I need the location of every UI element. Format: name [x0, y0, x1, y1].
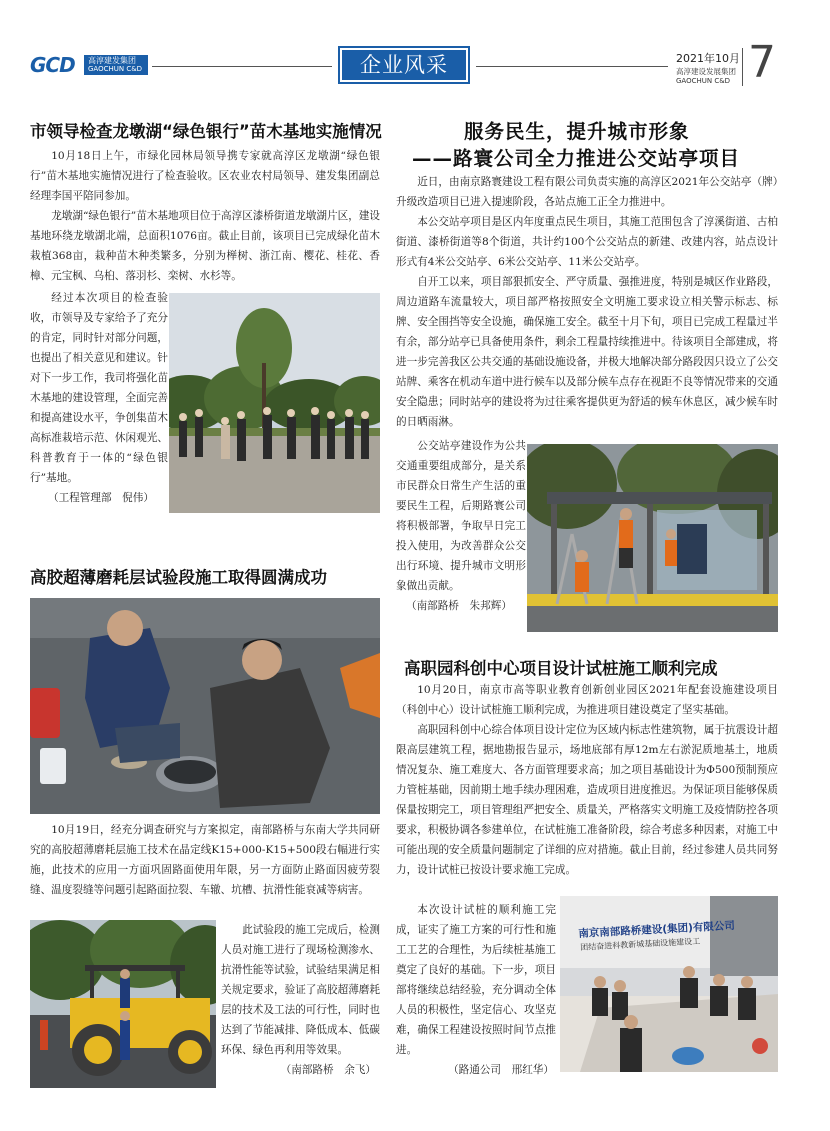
- article4-para1: 10月20日，南京市高等职业教育创新创业园区2021年配套设施建设项目（科创中心）设计试桩施工顺利完成，为推进项目建设奠定了坚实基础。: [396, 684, 778, 716]
- masthead: [0, 0, 830, 100]
- article3-title-line2: ——路寰公司全力推进公交站亭项目: [412, 147, 741, 170]
- article3-photo-bus-shelter: [527, 444, 778, 632]
- logo: [30, 54, 148, 76]
- section-banner: [340, 48, 468, 82]
- article3-title-line1: 服务民生，提升城市形象: [464, 120, 690, 143]
- article3-body-narrow: [396, 436, 526, 616]
- article3-para1: 近日，由南京路寰建设工程有限公司负责实施的高淳区2021年公交站亭（牌）升级改造项目已进入提速阶段，各站点施工正全力推进中。: [396, 176, 778, 208]
- article4-photo-meeting: [560, 896, 778, 1072]
- article3-body: [396, 172, 778, 432]
- article2-photo-roller: [30, 920, 216, 1088]
- article4-body-narrow: [396, 900, 556, 1080]
- article4-title: 高职园科创中心项目设计试桩施工顺利完成: [404, 659, 718, 678]
- article2-title: 高胶超薄磨耗层试验段施工取得圆满成功: [30, 568, 327, 587]
- article1-signature: （工程管理部 倪伟）: [48, 492, 154, 504]
- page-number-divider: [742, 48, 743, 86]
- article2-para1: 10月19日，经充分调查研究与方案拟定，南部路桥与东南大学共同研究的高胶超薄磨耗层施工技术在晶定线K15+000-K15+500段右幅进行实施，此技术的应用一方面巩固路面使用年限，另一方面防止路面因疲劳裂缝、温度裂缝等问题引起路面拉裂、车辙、坑槽、抗滑性能衰减等病害。: [30, 824, 380, 896]
- article1-body-narrow: [30, 288, 168, 508]
- article3-para4: 公交站亭建设作为公共交通重要组成部分，是关系市民群众日常生产生活的重要民生工程，后期路寰公司将积极部署，争取早日完工投入使用，为改善群众公交出行环境、提升城市文明形象做出贡献。: [396, 440, 526, 592]
- article3-signature: （南部路桥 朱邦辉）: [406, 600, 512, 612]
- article2-para2: 此试验段的施工完成后，检测人员对施工进行了现场检测渗水、抗滑性能等试验，试验结果满足相关规定要求，验证了高胶超薄磨耗层的技术及工法的可行性，同时也达到了节能减排、降低成本、低碳环保、绿色再利用等效果。: [221, 924, 380, 1056]
- masthead-rule-right: [476, 66, 668, 67]
- article1-photo: [169, 293, 380, 513]
- issue-date: 2021年10月: [676, 52, 740, 65]
- article1-body: [30, 146, 380, 286]
- article4-signature: （路通公司 邢红华）: [448, 1064, 554, 1076]
- article1-title: 市领导检查龙墩湖“绿色银行”苗木基地实施情况: [30, 122, 382, 141]
- article4-para3: 本次设计试桩的顺利施工完成，证实了施工方案的可行性和施工工艺的合理性，为后续桩基施工奠定了良好的基础。下一步，项目部将继续总结经验，充分调动全体人员的积极性，坚定信心、攻坚克难，确保工程建设按照时间节点推进。: [396, 904, 556, 1056]
- issuer-en: GAOCHUN C&D: [676, 77, 731, 85]
- article2-body-narrow: [221, 920, 380, 1080]
- meeting-banner-line2: 团结奋进科教新城基础设施建设工: [580, 936, 701, 952]
- article1-para1: 10月18日上午，市绿化园林局领导携专家就高淳区龙墩湖“绿色银行”苗木基地实施情况进行了检查验收。区农业农村局领导、建发集团副总经理李国平陪同参加。: [30, 150, 380, 202]
- issuer-cn: 高淳建设发展集团: [676, 67, 736, 76]
- page-number: 7: [748, 37, 776, 88]
- article4-para2: 高职园科创中心综合体项目设计定位为区域内标志性建筑物，属于抗震设计超限高层建筑工程，据地勘报告显示，场地底部有厚12m左右淤泥质地基土，地质情况复杂、施工难度大、各方面管理要求高；加之项目基础设计为Φ500预制预应力管桩基础，因前期土地手续办理困难，造成项目进度推迟。为保证项目能够保质保量按期完工，项目管理组严把安全、质量关，严格落实文明施工及疫情防控各项要求，积极协调各参建单位，在试桩施工准备阶段，综合考虑多种因素，对施工中可能出现的安全质量问题制定了详细的应对措施。截止目前，经过参建人员共同努力，设计试桩已按设计要求施工完成。: [396, 724, 778, 876]
- logo-en: GAOCHUN C&D: [88, 65, 143, 73]
- article2-body: [30, 820, 380, 900]
- article3-para2: 本公交站亭项目是区内年度重点民生项目，其施工范围包含了淳溪街道、古柏街道、漆桥街道等8个街道，共计约100个公交站点的新建、改建内容，站点设计形式有4米公交站亭、6米公交站亭、11米公交站亭。: [396, 216, 778, 268]
- section-title: 企业风采: [360, 53, 448, 77]
- article2-signature: （南部路桥 余飞）: [280, 1064, 376, 1076]
- masthead-rule-left: [152, 66, 332, 67]
- article1-para2: 龙墩湖“绿色银行”苗木基地项目位于高淳区漆桥街道龙墩湖片区，建设基地环绕龙墩湖北端，总面积1076亩。截止目前，该项目已完成绿化苗木栽植368亩，栽种苗木种类繁多，分别为榉树、浙江南、樱花、桂花、香樟、元宝枫、乌桕、落羽杉、栾树、水杉等。: [30, 210, 380, 282]
- article2-photo-road-test: [30, 598, 380, 814]
- article3-para3: 自开工以来，项目部狠抓安全、严守质量、强推进度，特别是城区作业路段，周边道路车流量较大，项目部严格按照安全文明施工要求设立相关警示标志、标牌、安全围挡等安全设施，确保施工安全。截至十月下旬，项目已完成工程量过半有余，部分站亭已具备使用条件，剩余工程量持续推进中。待该项目全部建成，将进一步完善我区公共交通的基础设施设备，并极大地解决部分路段因只设立了公交站牌、乘客在机动车道中进行候车以及部分候车点存在视距不良等情况带来的交通安全隐患；同时站亭的建设将为过往乘客提供更为舒适的候车休息区，减少候车时的日晒雨淋。: [396, 276, 778, 428]
- article4-body: [396, 680, 778, 880]
- meeting-banner-line1: 南京南部路桥建设(集团)有限公司: [578, 919, 736, 940]
- article1-para3: 经过本次项目的检查验收，市领导及专家给予了充分的肯定，同时针对部分问题，也提出了相关意见和建议。针对下一步工作，我司将强化苗木基地的建设管理，全面完善和提高建设水平，争创集苗木高标准栽培示范、休闲观光、科普教育于一体的“绿色银行”基地。: [30, 292, 168, 484]
- logo-letters: GCD: [30, 53, 75, 77]
- logo-cn: 高淳建发集团: [88, 56, 136, 65]
